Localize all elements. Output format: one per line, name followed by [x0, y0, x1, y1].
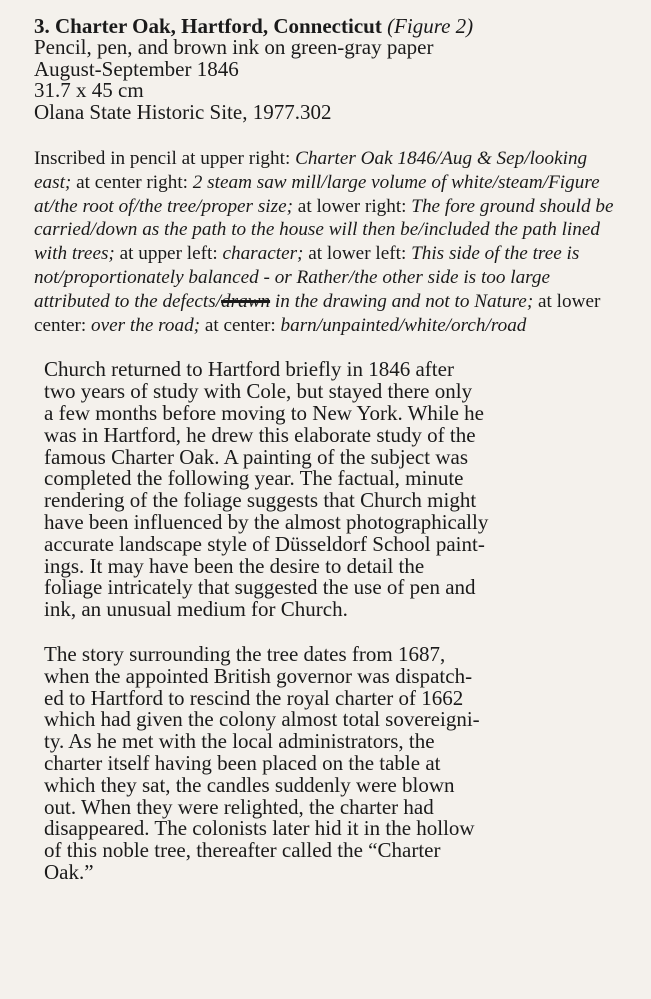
paragraph-line: The story surrounding the tree dates from 1687, [44, 641, 446, 666]
paragraph-line: disappeared. The colonists later hid it in the hollow [44, 816, 475, 841]
inscription-upper-left-label: at upper left: [119, 243, 218, 265]
paragraph-line: a few months before moving to New York. While he [44, 401, 484, 425]
inscription-block [34, 147, 627, 337]
paragraph-line: which they sat, the candles suddenly were blown [44, 772, 455, 797]
entry-title: 3. Charter Oak, Hartford, Connecticut [34, 14, 382, 38]
paragraph-line: foliage intricately that suggested the use of pen and [44, 575, 476, 600]
paragraph-line: have been influenced by the almost photographically [44, 509, 489, 534]
paragraph-1 [44, 359, 627, 621]
inscription-lower-center: over the road; [91, 314, 201, 336]
inscription-upper-left: character; [222, 243, 304, 265]
entry-date: August-September 1846 [34, 56, 239, 81]
inscription-lower-right-label: at lower right: [297, 195, 407, 217]
inscription-lower-left-2: in the drawing and not to Nature; [274, 290, 534, 312]
inscription-center: barn/unpainted/white/orch/road [280, 314, 527, 336]
paragraph-line: two years of study with Cole, but stayed there only [44, 379, 473, 404]
inscription-center-right: 2 steam saw mill/large volume of white/steam/Figure at/the root of/the tree/proper size; [34, 171, 600, 217]
paragraph-line: which had given the colony almost total sovereigni- [44, 707, 480, 732]
paragraph-line: out. When they were relighted, the charter had [44, 794, 434, 819]
entry-medium: Pencil, pen, and brown ink on green-gray paper [34, 35, 434, 60]
paragraph-line: ink, an unusual medium for Church. [44, 597, 348, 622]
paragraph-2 [44, 641, 627, 884]
figure-reference: (Figure 2) [387, 14, 474, 38]
paragraph-line: when the appointed British governor was dispatch- [44, 663, 473, 688]
inscription-lower-center-label: at lower center: [34, 290, 601, 336]
entry-title-line [34, 16, 627, 37]
paragraph-line: Church returned to Hartford briefly in 1846 after [44, 357, 454, 382]
paragraph-line: was in Hartford, he drew this elaborate study of the [44, 422, 476, 447]
inscription-lower-right: The fore ground should be carried/down as the path to the house will then be/included the path lined with trees; [34, 195, 614, 265]
paragraph-line: completed the following year. The factual, minute [44, 466, 464, 491]
paragraph-line: accurate landscape style of Düsseldorf School paint- [44, 531, 485, 556]
inscription-center-label: at center: [204, 314, 276, 336]
entry-dimensions: 31.7 x 45 cm [34, 78, 144, 103]
paragraph-line: rendering of the foliage suggests that Church might [44, 488, 477, 513]
entry-collection: Olana State Historic Site, 1977.302 [34, 99, 332, 124]
inscription-intro: Inscribed in pencil at upper right: [34, 148, 291, 170]
paragraph-line: famous Charter Oak. A painting of the subject was [44, 444, 468, 469]
inscription-struck-word: drawn [221, 290, 271, 312]
inscription-upper-right: Charter Oak 1846/Aug & Sep/looking east; [34, 148, 588, 193]
catalog-entry-header [34, 16, 627, 123]
paragraph-line: ed to Hartford to rescind the royal charter of 1662 [44, 685, 464, 710]
inscription-lower-left-label: at lower left: [308, 243, 407, 265]
paragraph-line: of this noble tree, thereafter called the “Charter [44, 838, 441, 863]
paragraph-line: charter itself having been placed on the table at [44, 750, 441, 775]
paragraph-line: ty. As he met with the local administrators, the [44, 729, 435, 754]
paragraph-line: ings. It may have been the desire to detail the [44, 553, 425, 578]
inscription-lower-left-1: This side of the tree is not/proportionately balanced - or Rather/the other side is too large attributed to the defects/ [34, 243, 580, 312]
paragraph-line: Oak.” [44, 859, 94, 884]
inscription-center-right-label: at center right: [76, 171, 188, 193]
body-text [34, 359, 627, 883]
